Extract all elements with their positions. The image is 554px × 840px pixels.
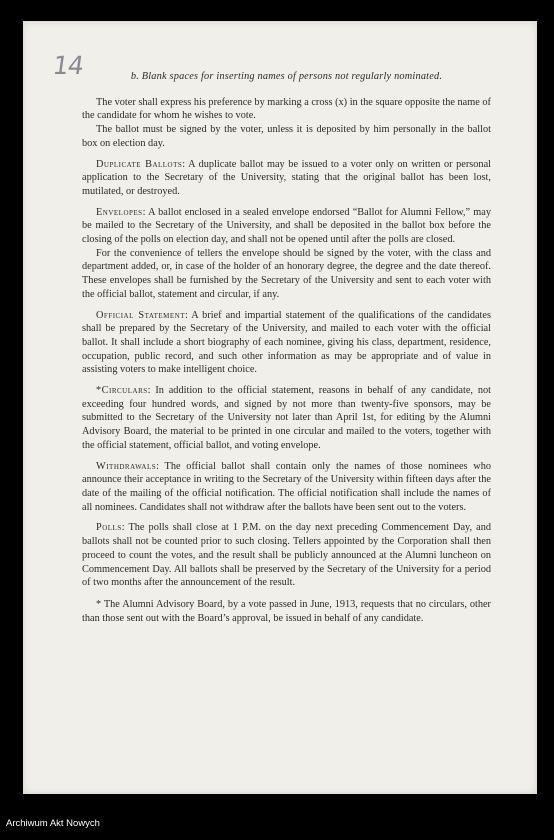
paragraph-lead: *Circulars	[96, 385, 148, 397]
paragraph-official-statement	[82, 309, 491, 378]
paragraph-text: The voter shall express his preference by marking a cross (x) in the square opposite the name of the candidate for whom he wishes to vote.	[82, 96, 491, 122]
paragraph-circulars	[82, 384, 491, 453]
handwritten-page-number: 14	[50, 51, 85, 80]
document-body	[82, 65, 491, 625]
paragraph-text: : A duplicate ballot may be issued to a voter only on written or personal application to the Secretary of the University, stating that the original ballot has been lost, mutilated, or destroyed.	[82, 158, 491, 197]
paragraph-text: : The official ballot shall contain only the names of those nominees who announce their acceptance in writing to the Secretary of the University within fifteen days after the date of the mailing of the official notification. The official notification shall include the names of all nominees. Candidates shall not withdraw after the ballots have been sent out to the voters.	[82, 460, 491, 513]
paragraph-tellers-convenience	[82, 247, 491, 302]
footnote: * The Alumni Advisory Board, by a vote passed in June, 1913, requests that no circulars, other than those sent out with the Board’s approval, be issued in behalf of any candidate.	[82, 598, 491, 624]
paragraph-text: For the convenience of tellers the envelope should be signed by the voter, with the class and department added, or, in case of the holder of an honorary degree, the degree and the date thereof. These envelopes shall be furnished by the Secretary of the University and sent to each voter with the official ballot, statement and circular, if any.	[82, 247, 491, 300]
paragraph-envelopes	[82, 206, 491, 247]
paragraph-withdrawals	[82, 460, 491, 515]
paragraph-text: The ballot must be signed by the voter, unless it is deposited by him personally in the ballot box on election day.	[82, 124, 491, 149]
section-heading: b. Blank spaces for inserting names of persons not regularly nominated.	[130, 71, 443, 82]
paragraph-lead: Envelopes	[96, 206, 143, 218]
paragraph-text: : In addition to the official statement, reasons in behalf of any candidate, not exceeding four hundred words, and signed by not more than twenty-five sponsors, may be submitted to the Secretary of the University not later than April 1st, for editing by the Alumni Advisory Board, the material to be printed in one circular and mailed to the voters, together with the official statement, official ballot, and voting envelope.	[82, 385, 491, 451]
archive-label: Archiwum Akt Nowych	[6, 818, 100, 829]
paragraph-duplicate-ballots	[82, 158, 491, 199]
paragraph-lead: Withdrawals	[96, 460, 157, 472]
paragraph-text: : A brief and impartial statement of the qualifications of the candidates shall be prepared by the Secretary of the University, and mailed to each voter with the official ballot. It shall include a short biography of each nominee, giving his class, department, residence, occupation, public record, and such other information as may be appropriate and of value in assisting voters to make intelligent choice.	[82, 309, 491, 376]
paragraph-lead: Polls	[96, 522, 122, 534]
paragraph-ballot-signature	[82, 123, 491, 150]
paragraph-text: : A ballot enclosed in a sealed envelope endorsed “Ballot for Alumni Fellow,” may be mailed to the Secretary of the University, and shall be deposited in the ballot box before the closing of the polls on election day, and shall not be opened until after the polls are closed.	[82, 206, 491, 246]
paragraph-voter-preference	[82, 96, 491, 123]
paragraph-lead: Duplicate Ballots	[96, 158, 183, 170]
paragraph-text: : The polls shall close at 1 P.M. on the day next preceding Commencement Day, and ballots shall not be counted prior to such closing. Tellers appointed by the Corporation shall then proceed to count the votes, and the result shall be publicly announced at the Alumni luncheon on Commencement Day. All ballots shall be preserved by the Secretary of the University for a period of two months after the announcement of the result.	[82, 522, 491, 589]
paragraph-lead: Official Statement	[96, 309, 185, 321]
paragraph-polls	[82, 521, 491, 590]
